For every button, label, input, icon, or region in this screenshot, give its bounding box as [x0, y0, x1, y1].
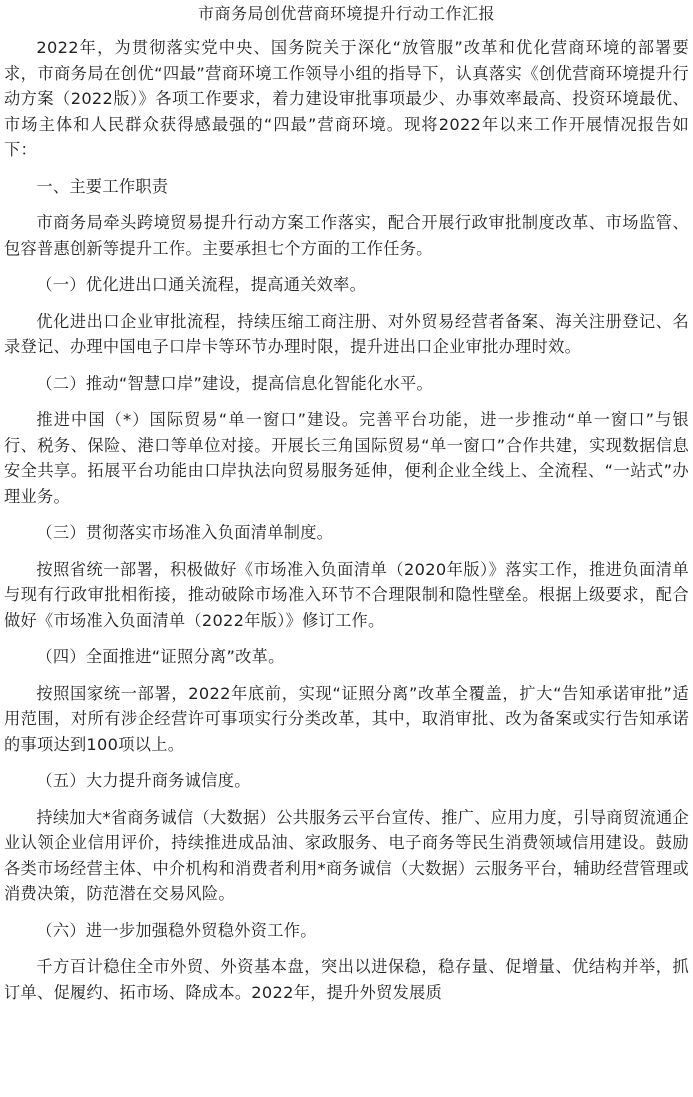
item-body-4: 按照国家统一部署，2022年底前，实现“证照分离”改革全覆盖，扩大“告知承诺审批”适用范围，对所有涉企经营许可事项实行分类改革，其中，取消审批、改为备案或实行告知承诺的事项达到100项以上。	[4, 683, 689, 754]
section-heading-duties: 一、主要工作职责	[36, 176, 169, 196]
item-heading-2: （二）推动“智慧口岸”建设，提高信息化智能化水平。	[36, 373, 433, 393]
item-body-2: 推进中国（*）国际贸易“单一窗口”建设。完善平台功能，进一步推动“单一窗口”与银行、税务、保险、港口等单位对接。开展长三角国际贸易“单一窗口”合作共建，实现数据信息安全共享。拓展平台功能由口岸执法向贸易服务延伸，便利企业全线上、全流程、“一站式”办理业务。	[4, 410, 689, 506]
intro-paragraph: 2022年，为贯彻落实党中央、国务院关于深化“放管服”改革和优化营商环境的部署要求，市商务局在创优“四最”营商环境工作领导小组的指导下，认真落实《创优营商环境提升行动方案（2022版）》各项工作要求，着力建设审批事项最少、办事效率最高、投资环境最优、市场主体和人民群众获得感最强的“四最”营商环境。现将2022年以来工作开展情况报告如下：	[4, 38, 689, 159]
item-heading-4: （四）全面推进“证照分离”改革。	[36, 647, 285, 666]
item-heading-1: （一）优化进出口通关流程，提高通关效率。	[36, 275, 367, 294]
section-body-duties: 市商务局牵头跨境贸易提升行动方案工作落实，配合开展行政审批制度改革、市场监管、包容普惠创新等提升工作。主要承担七个方面的工作任务。	[4, 213, 689, 258]
item-body-1: 优化进出口企业审批流程，持续压缩工商注册、对外贸易经营者备案、海关注册登记、名录登记、办理中国电子口岸卡等环节办理时限，提升进出口企业审批办理时效。	[4, 311, 689, 356]
item-heading-3: （三）贯彻落实市场准入负面清单制度。	[36, 523, 334, 542]
item-heading-6: （六）进一步加强稳外贸稳外资工作。	[36, 920, 317, 940]
item-body-5: 持续加大*省商务诚信（大数据）公共服务云平台宣传、推广、应用力度，引导商贸流通企业认领企业信用评价，持续推进成品油、家政服务、电子商务等民生消费领域信用建设。鼓励各类市场经营主体、中介机构和消费者利用*商务诚信（大数据）云服务平台，辅助经营管理或消费决策，防范潜在交易风险。	[4, 807, 689, 903]
document-title: 市商务局创优营商环境提升行动工作汇报	[197, 4, 495, 23]
item-heading-5: （五）大力提升商务诚信度。	[36, 771, 251, 790]
item-body-6: 千方百计稳住全市外贸、外资基本盘，突出以进保稳，稳存量、促增量、优结构并举，抓订单、促履约、拓市场、降成本。2022年，提升外贸发展质	[4, 957, 689, 1002]
item-body-3: 按照省统一部署，积极做好《市场准入负面清单（2020年版）》落实工作，推进负面清单与现有行政审批相衔接，推动破除市场准入环节不合理限制和隐性壁垒。根据上级要求，配合做好《市场准入负面清单（2022年版）》修订工作。	[4, 559, 689, 630]
